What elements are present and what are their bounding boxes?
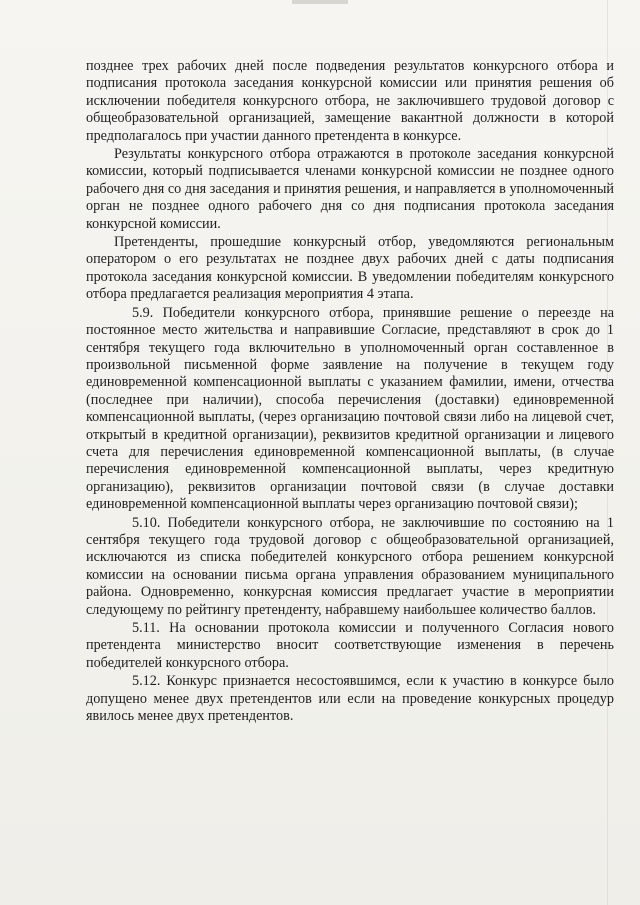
paragraph-5-10: 5.10. Победители конкурсного отбора, не заключившие по состоянию на 1 сентября текущего года трудовой договор с общеобразовательной организацией, исключаются из списка победителей конкурсного отбора решением конкурсной комиссии на основании письма органа управления образованием муниципального района. Одновременно, конкурсная комиссия предлагает участие в мероприятии следующему по рейтингу претенденту, набравшему наибольшее количество баллов. [86,514,614,618]
paragraph-5-11: 5.11. На основании протокола комиссии и полученного Согласия нового претендента министерство вносит соответствующие изменения в перечень победителей конкурсного отбора. [86,620,614,671]
paragraph-5-9: 5.9. Победители конкурсного отбора, принявшие решение о переезде на постоянное место жительства и направившие Согласие, представляют в срок до 1 сентября текущего года включительно в уполномоченный орган составленное в произвольной письменной форме заявление на получение в текущем году единовременной компенсационной выплаты с указанием фамилии, имени, отчества (последнее при наличии), способа перечисления (доставки) единовременной компенсационной выплаты, (через организацию почтовой связи либо на лицевой счет, открытый в кредитной организации), реквизитов кредитной организации и лицевого счета для перечисления единовременной компенсационной выплаты, (в случае перечисления единовременной компенсационной выплаты, через кредитную организацию), реквизитов организации почтовой связи (в случае доставки единовременной компенсационной выплаты через организацию почтовой связи); [86,304,614,513]
paragraph-notification: Претенденты, прошедшие конкурсный отбор, уведомляются региональным оператором о его результатах не позднее двух рабочих дней с даты подписания протокола заседания конкурсной комиссии. В уведомлении победителям конкурсного отбора предлагается реализация мероприятия 4 этапа. [86,234,614,303]
scan-artifact [292,0,348,4]
paragraph-5-12: 5.12. Конкурс признается несостоявшимся, если к участию в конкурсе было допущено менее двух претендентов или если на проведение конкурсных процедур явилось менее двух претендентов. [86,673,614,725]
document-body [86,58,614,726]
paragraph-continuation: позднее трех рабочих дней после подведения результатов конкурсного отбора и подписания протокола заседания конкурсной комиссии или принятия решения об исключении победителя конкурсного отбора, не заключившего трудовой договор с общеобразовательной организацией, замещение вакантной должности в которой предполагалось при участии данного претендента в конкурсе. [86,58,614,144]
paragraph-results: Результаты конкурсного отбора отражаются в протоколе заседания конкурсной комиссии, который подписывается членами конкурсной комиссии не позднее одного рабочего дня со дня заседания и принятия решения, и направляется в уполномоченный орган не позднее одного рабочего дня со дня подписания протокола заседания конкурсной комиссии. [86,146,614,232]
